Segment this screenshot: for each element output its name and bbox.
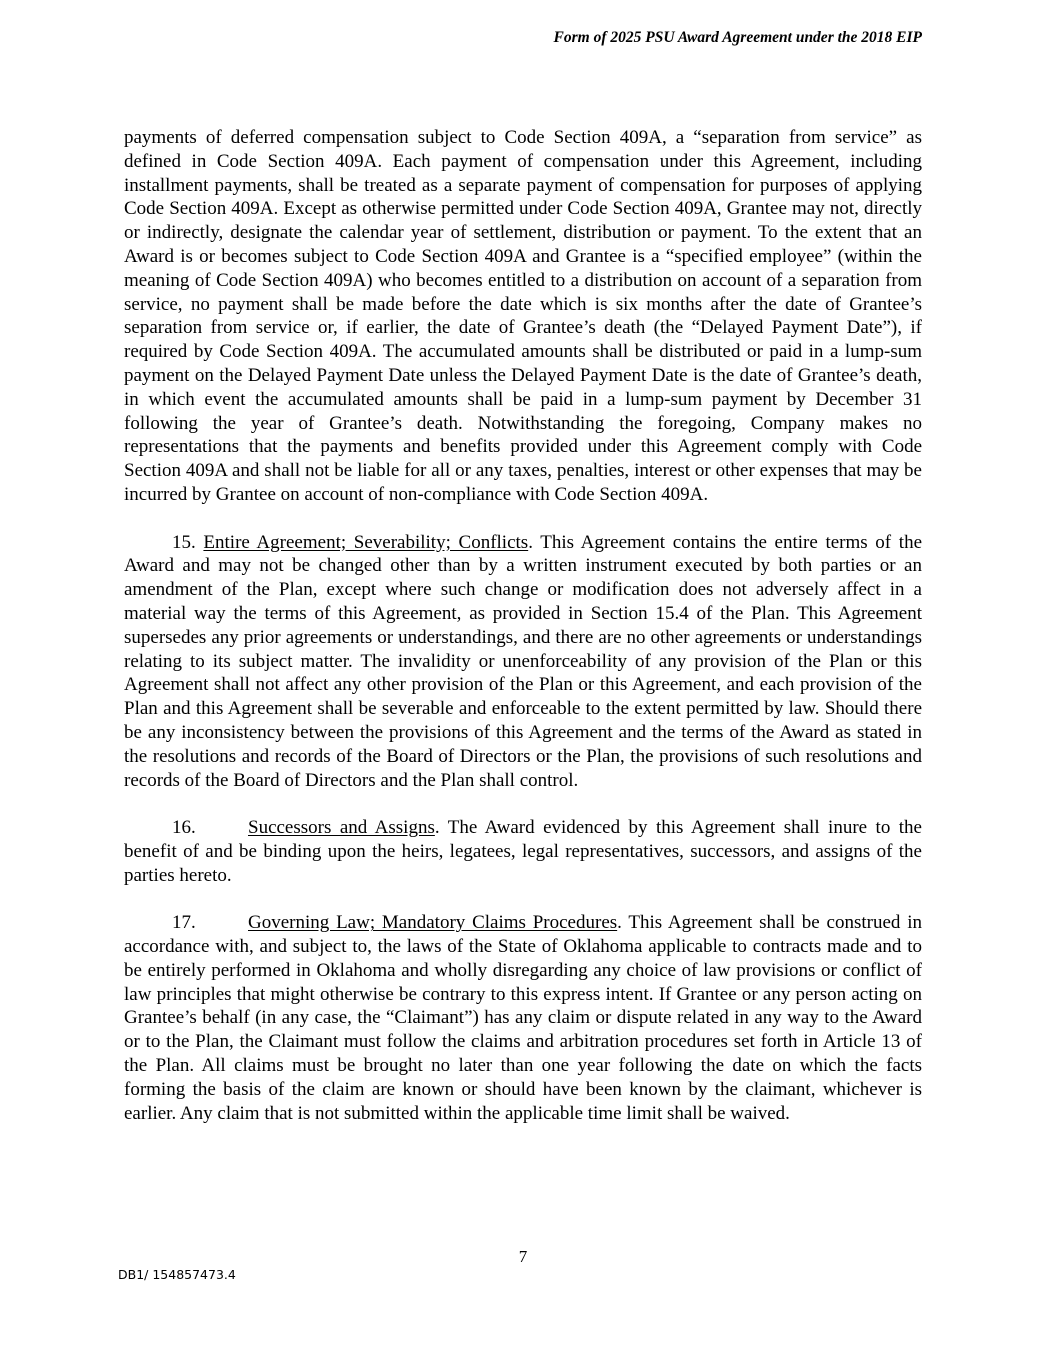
section-17-number: 17. bbox=[172, 912, 196, 934]
section-17-heading: Governing Law; Mandatory Claims Procedures bbox=[248, 912, 618, 934]
section-15-text: . This Agreement contains the entire terms of the Award and may not be changed other than by a written instrument executed by both parties or an amendment of the Plan, except where such change or modification does not adversely affect in a material way the terms of this Agreement, as provided in Section 15.4 of the Plan. This Agreement supersedes any prior agreements or understandings, and there are no other agreements or understandings relating to its subject matter. The invalidity or unenforceability of any provision of the Plan or this Agreement shall not affect any other provision of the Plan or this Agreement, and each provision of the Plan and this Agreement shall be severable and enforceable to the extent permitted by law. Should there be any inconsistency between the provisions of this Agreement and the terms of the Award as stated in the resolutions and records of the Board of Directors or the Plan, the provisions of such resolutions and records of the Board of Directors and the Plan shall control. bbox=[124, 531, 923, 791]
document-body bbox=[124, 126, 922, 1149]
section-15 bbox=[124, 531, 922, 793]
section-15-heading: Entire Agreement; Severability; Conflicts bbox=[203, 531, 529, 553]
page-number: 7 bbox=[518, 1247, 528, 1266]
section-17 bbox=[124, 911, 922, 1125]
section-16-number: 16. bbox=[172, 817, 196, 839]
section-16-heading: Successors and Assigns bbox=[248, 817, 435, 839]
document-id: DB1/ 154857473.4 bbox=[118, 1267, 236, 1282]
document-header: Form of 2025 PSU Award Agreement under the 2018 EIP bbox=[553, 29, 922, 46]
section-16 bbox=[124, 816, 922, 887]
section-17-text: . This Agreement shall be construed in accordance with, and subject to, the laws of the State of Oklahoma applicable to contracts made and to be entirely performed in Oklahoma and wholly disregarding any choice of law provisions or conflict of law principles that might otherwise be contrary to this express intent. If Grantee or any person acting on Grantee’s behalf (in any case, the “Claimant”) has any claim or dispute related in any way to the Award or to the Plan, the Claimant must follow the claims and arbitration procedures set forth in Article 13 of the Plan. All claims must be brought no later than one year following the date on which the facts forming the basis of the claim are known or should have been known by the claimant, whichever is earlier. Any claim that is not submitted within the applicable time limit shall be waived. bbox=[124, 912, 922, 1124]
section-15-number: 15. bbox=[172, 531, 196, 553]
continuation-paragraph: payments of deferred compensation subject to Code Section 409A, a “separation from service” as defined in Code Section 409A. Each payment of compensation under this Agreement, including installment payments, shall be treated as a separate payment of compensation for purposes of applying Code Section 409A. Except as otherwise permitted under Code Section 409A, Grantee may not, directly or indirectly, designate the calendar year of settlement, distribution or payment. To the extent that an Award is or becomes subject to Code Section 409A and Grantee is a “specified employee” (within the meaning of Code Section 409A) who becomes entitled to a distribution on account of a separation from service, no payment shall be made before the date which is six months after the date of Grantee’s separation from service or, if earlier, the date of Grantee’s death (the “Delayed Payment Date”), if required by Code Section 409A. The accumulated amounts shall be distributed or paid in a lump-sum payment on the Delayed Payment Date unless the Delayed Payment Date is the date of Grantee’s death, in which event the accumulated amounts shall be paid in a lump-sum payment by December 31 following the year of Grantee’s death. Notwithstanding the foregoing, Company makes no representations that the payments and benefits provided under this Agreement comply with Code Section 409A and shall not be liable for all or any taxes, penalties, interest or other expenses that may be incurred by Grantee on account of non-compliance with Code Section 409A. bbox=[124, 127, 922, 505]
section-16-text: . The Award evidenced by this Agreement shall inure to the benefit of and be binding upon the heirs, legatees, legal representatives, successors, and assigns of the parties hereto. bbox=[124, 817, 922, 886]
